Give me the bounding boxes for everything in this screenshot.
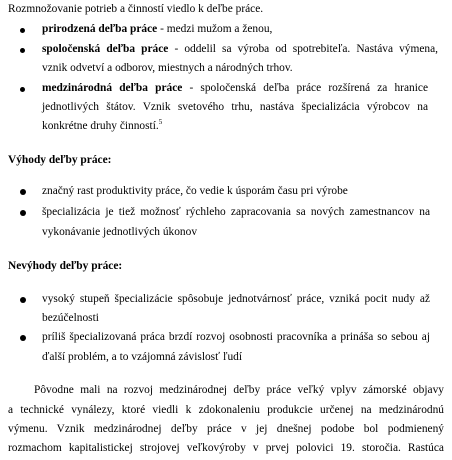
disadvantage-item-1-line2: bezúčelnosti <box>42 312 99 324</box>
disadvantage-item-2-line1: príliš špecializovaná práca brzdí rozvoj osobnosti pracovníka a prináša so sebou aj <box>42 331 430 343</box>
bullet-icon <box>20 297 26 303</box>
definition-international-line2: jednotlivých štátov. Vznik svetového trhu, nastáva špecializácia výrobcov na <box>42 101 428 113</box>
definition-natural: - medzi mužom a ženou, <box>157 23 273 35</box>
bullet-icon <box>20 189 26 195</box>
advantage-item-2-line1: špecializácia je tiež možnosť rýchleho zapracovania sa nových zamestnancov na <box>42 206 430 218</box>
disadvantage-item-1-line1: vysoký stupeň špecializácie spôsobuje jednotvárnosť práce, vzniká pocit nudy až <box>42 293 430 305</box>
bullet-icon <box>20 335 26 341</box>
term-international: medzinárodná deľba práce <box>42 82 183 94</box>
disadvantages-heading: Nevýhody deľby práce: <box>8 260 123 272</box>
definition-international-line3 <box>42 119 162 133</box>
list-item-social-line1 <box>42 42 438 56</box>
advantage-item-2-line2: vykonávanie jednotlivých úkonov <box>42 226 198 238</box>
list-item-international-line1 <box>42 81 428 95</box>
list-item-natural <box>42 22 272 36</box>
closing-paragraph-line2: a technické vynálezy, ktoré viedli k zdokonaleniu produkcie určenej na medzinárodnú <box>8 404 444 416</box>
definition-social-line1: - oddelil sa výroba od spotrebiteľa. Nastáva výmena, <box>168 43 438 55</box>
closing-paragraph-line4: rozmachom kapitalistickej strojovej veľkovýroby v prvej polovici 19. storočia. Rastúca <box>8 442 444 454</box>
footnote-marker: 5 <box>158 118 163 127</box>
definition-international-line1: - spoločenská deľba práce rozšírená za hranice <box>182 82 428 94</box>
advantages-heading: Výhody deľby práce: <box>8 154 112 166</box>
intro-text: Rozmnožovanie potrieb a činností viedlo k deľbe práce. <box>8 3 264 15</box>
term-natural: prirodzená deľba práce <box>42 23 158 35</box>
disadvantage-item-2-line2: ďalší problém, a to vzájomná závislosť ľudí <box>42 351 243 363</box>
closing-paragraph-line1: Pôvodne mali na rozvoj medzinárodnej deľby práce veľký vplyv zámorské objavy <box>34 384 444 396</box>
definition-social-line2: vznik odvetví a odborov, miestnych a národných trhov. <box>42 62 293 74</box>
bullet-icon <box>20 210 26 216</box>
bullet-icon <box>20 87 25 92</box>
definition-international-line3-text: konkrétne druhy činností. <box>42 120 159 132</box>
advantage-item-1: značný rast produktivity práce, čo vedie k úsporám času pri výrobe <box>42 185 348 197</box>
term-social: spoločenská deľba práce <box>42 43 169 55</box>
bullet-icon <box>20 28 25 33</box>
bullet-icon <box>20 48 25 53</box>
closing-paragraph-line3: výmenu. Vznik medzinárodnej deľby práce v jej dnešnej podobe bol podmienený <box>8 423 444 435</box>
